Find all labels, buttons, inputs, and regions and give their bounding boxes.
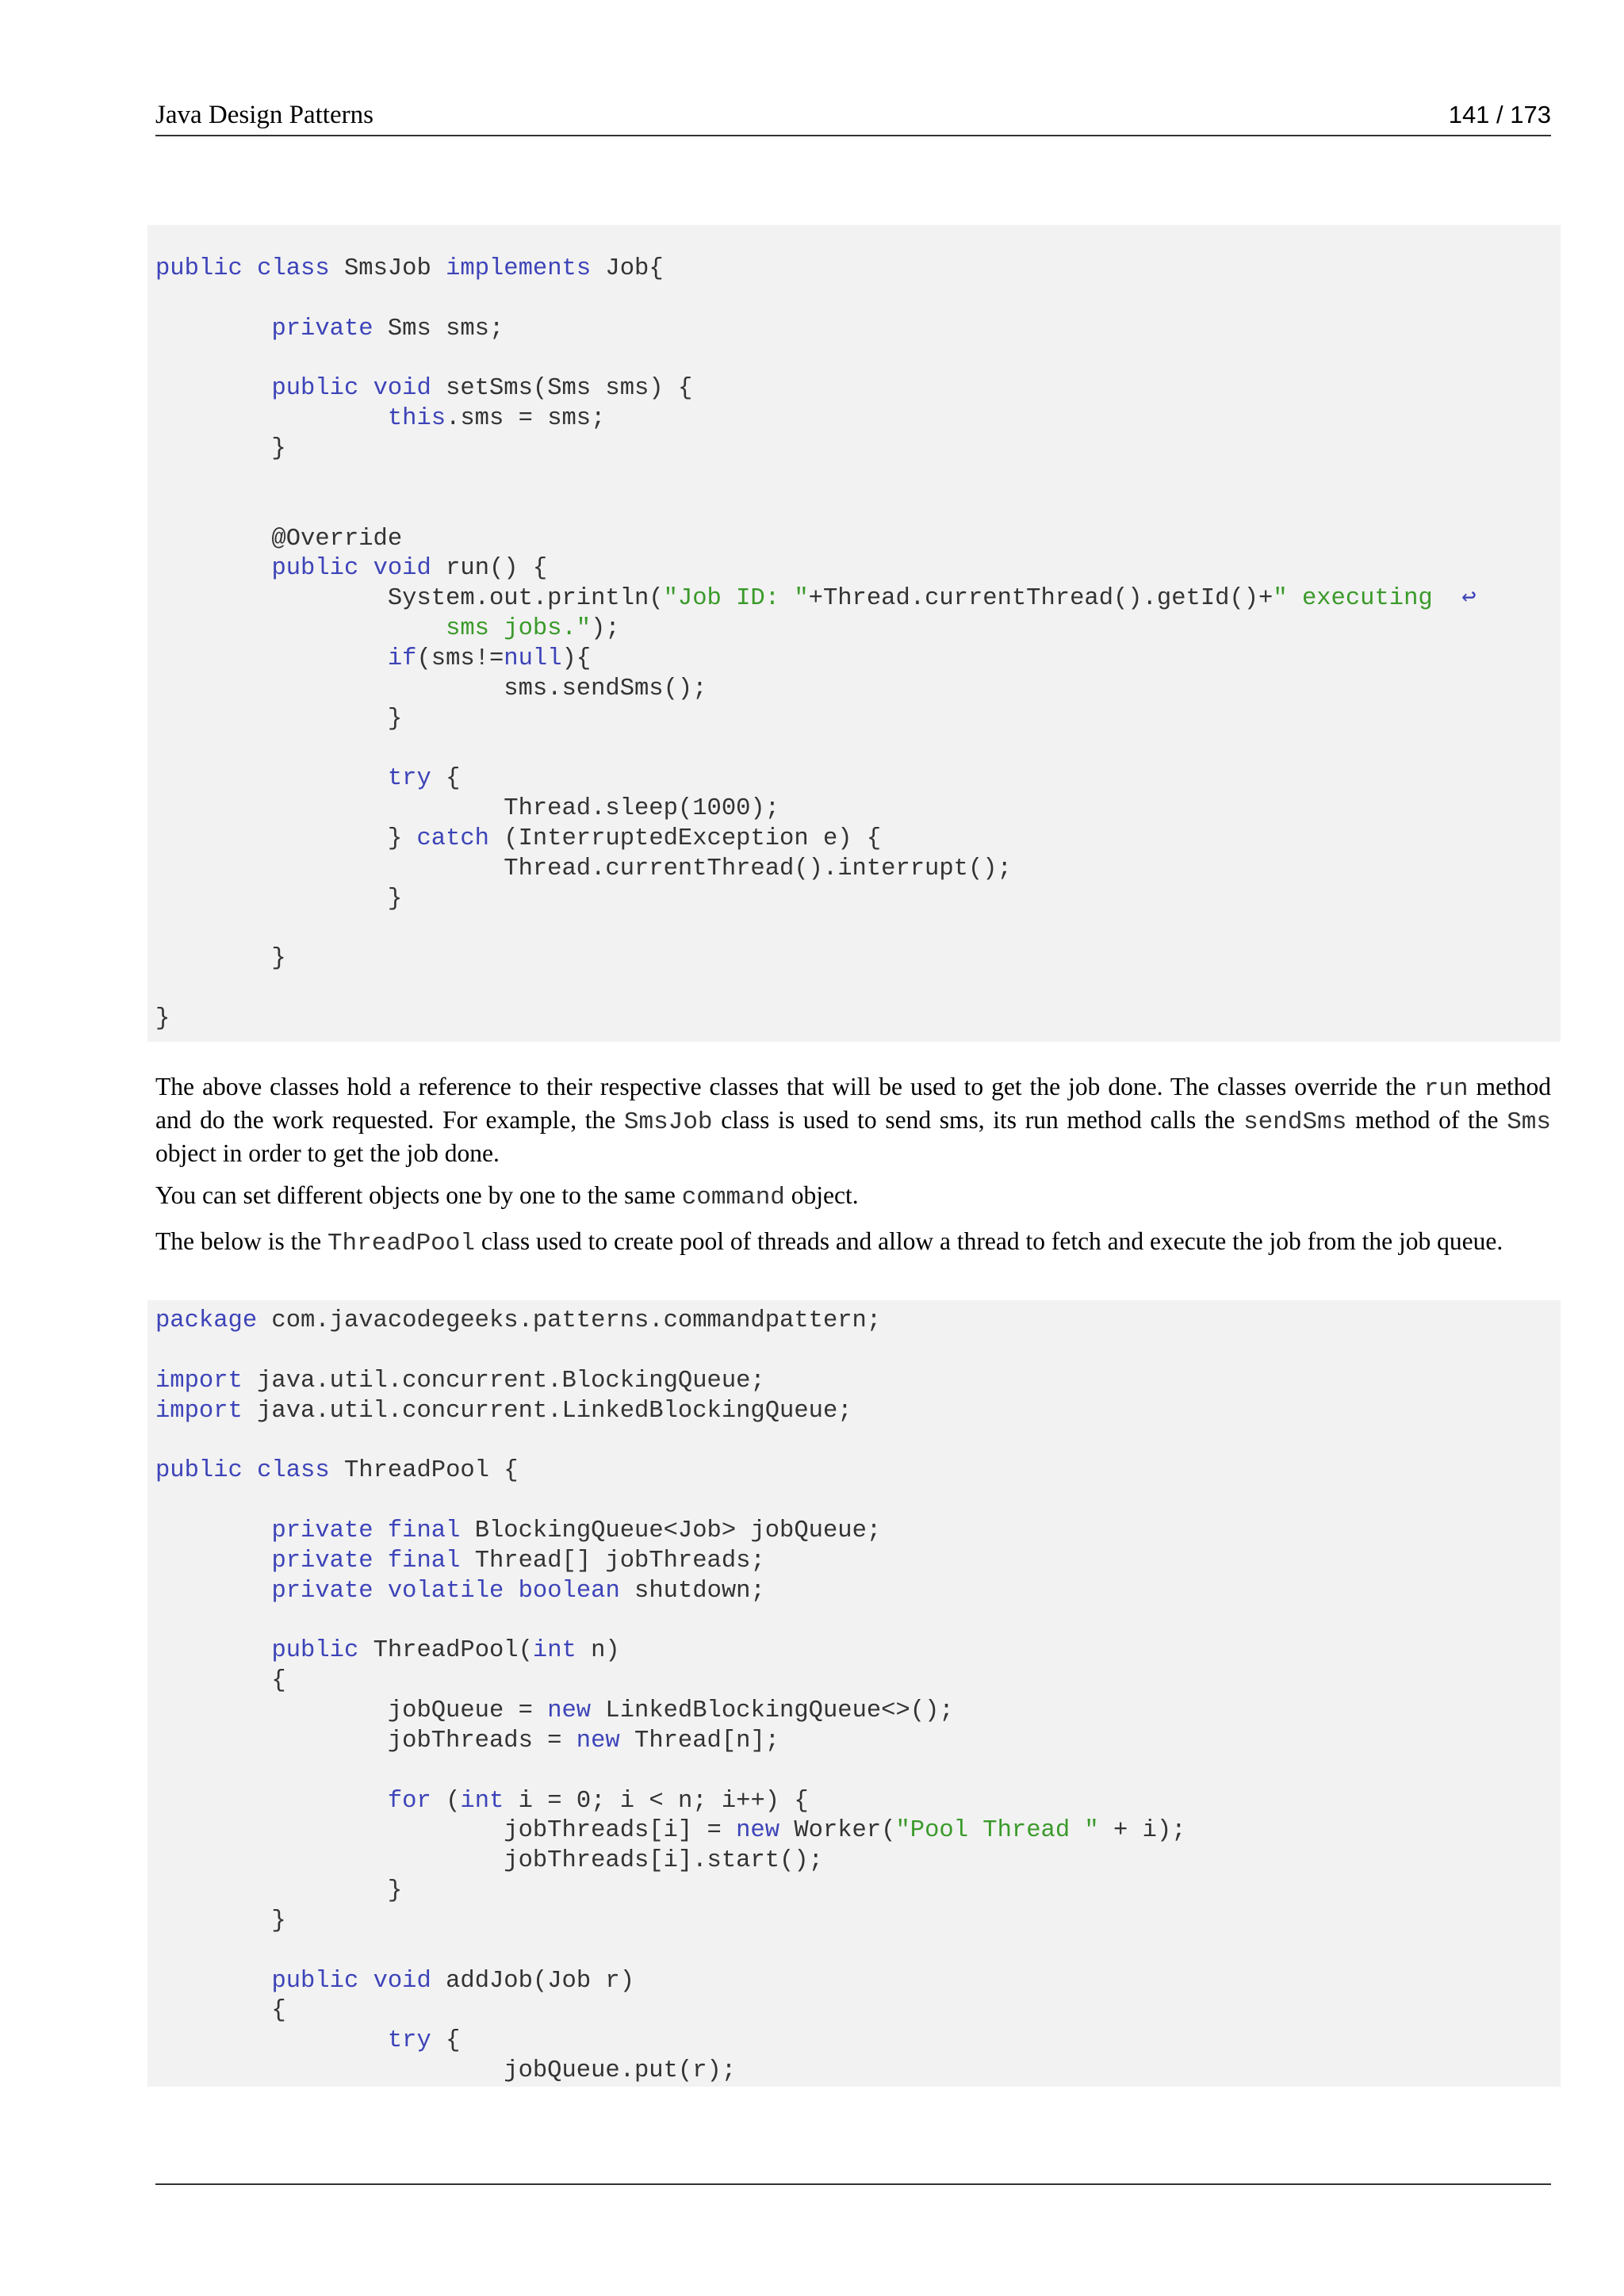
- inline-code: sendSms: [1243, 1108, 1347, 1136]
- text-run: object.: [784, 1181, 859, 1209]
- paragraph-text: [155, 1226, 1551, 1259]
- inline-code: SmsJob: [623, 1108, 713, 1136]
- code-block-threadpool: [147, 1300, 1561, 2087]
- page-header: [155, 97, 1551, 136]
- code-block-smsjob: [147, 225, 1561, 1042]
- inline-code: command: [681, 1184, 785, 1211]
- document-title: Java Design Patterns: [155, 101, 373, 129]
- paragraph-classes-explanation: [155, 1071, 1551, 1169]
- paragraph-command-object: [155, 1180, 1551, 1213]
- inline-code: ThreadPool: [327, 1230, 475, 1257]
- text-run: method of the: [1346, 1106, 1507, 1134]
- code-listing: package com.javacodegeeks.patterns.commandpattern; import java.util.concurrent.BlockingQueue; import java.util.concurrent.LinkedBlockingQueue; public class ThreadPool { private final BlockingQueue<Job> jobQueue; private final Thread[] jobThreads; private volatile boolean shutdown; public ThreadPool(int n) { jobQueue = new LinkedBlockingQueue<>(); jobThreads = new Thread[n]; for (int i = 0; i < n; i++) { jobThreads[i] = new Worker("Pool Thread " + i); jobThreads[i].start(); } } public void addJob(Job r) { try { jobQueue.put(r);: [155, 1307, 1186, 2085]
- text-run: The below is the: [155, 1227, 327, 1255]
- inline-code: Sms: [1507, 1108, 1551, 1136]
- footer-rule: [155, 2183, 1551, 2185]
- text-run: object in order to get the job done.: [155, 1139, 500, 1167]
- paragraph-threadpool-intro: [155, 1226, 1551, 1259]
- code-listing: public class SmsJob implements Job{ private Sms sms; public void setSms(Sms sms) { this.sms = sms; } @Override public void run() { System.out.println("Job ID: "+Thread.currentThread().getId()+" executing ↩ sms jobs."); if(sms!=null){ sms.sendSms(); } try { Thread.sleep(1000); } catch (InterruptedException e) { Thread.currentThread().interrupt(); } } }: [155, 255, 1477, 1033]
- inline-code: run: [1423, 1075, 1469, 1103]
- text-run: The above classes hold a reference to their respective classes that will be used to get the job done. The classes override the: [155, 1073, 1424, 1100]
- paragraph-text: [155, 1180, 1551, 1213]
- text-run: You can set different objects one by one to the same: [155, 1181, 682, 1209]
- text-run: class used to create pool of threads and allow a thread to fetch and execute the job from the job queue.: [474, 1227, 1503, 1255]
- text-run: method and do the work requested. For example, the: [155, 1073, 1551, 1134]
- page-number: 141 / 173: [1448, 101, 1551, 128]
- paragraph-text: [155, 1071, 1551, 1169]
- text-run: class is used to send sms, its run method calls the: [712, 1106, 1244, 1134]
